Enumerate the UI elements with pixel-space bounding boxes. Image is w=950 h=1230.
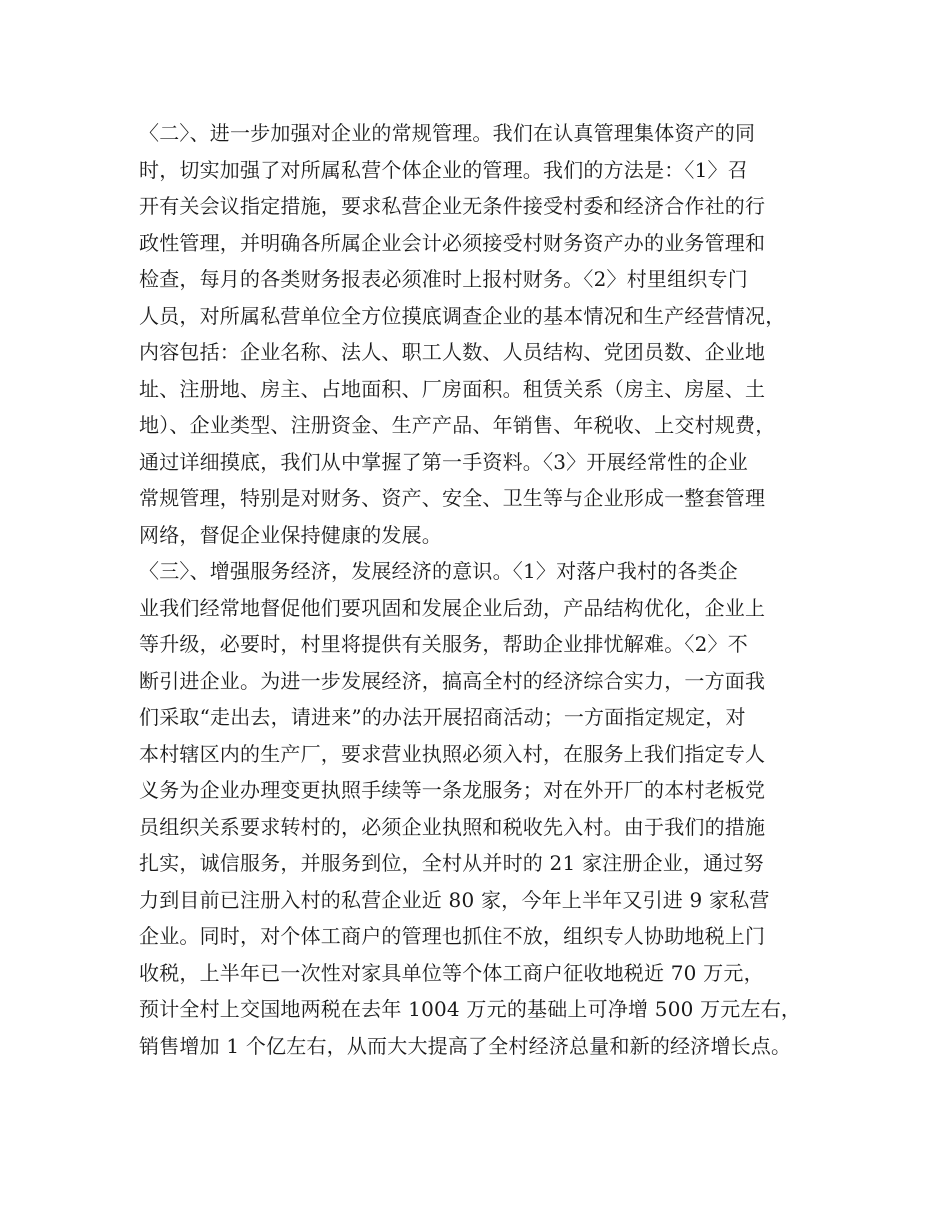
body-text <box>139 115 829 1064</box>
text-line: 等升级，必要时，村里将提供有关服务，帮助企业排忧解难。〈2〉不 <box>139 632 748 656</box>
text-line: 网络，督促企业保持健康的发展。 <box>139 522 442 547</box>
text-line: 〈三〉、增强服务经济，发展经济的意识。〈1〉对落户我村的各类企 <box>139 559 738 583</box>
text-line: 〈二〉、进一步加强对企业的常规管理。我们在认真管理集体资产的同 <box>139 121 756 145</box>
text-line: 预计全村上交国地两税在去年 1004 万元的基础上可净增 500 万元左右， <box>139 997 802 1021</box>
text-line: 义务为企业办理变更执照手续等一条龙服务；对在外开厂的本村老板党 <box>139 778 766 802</box>
text-line: 政性管理，并明确各所属企业会计必须接受村财务资产办的业务管理和 <box>139 230 766 255</box>
text-line: 销售增加 1 个亿左右，从而大大提高了全村经济总量和新的经济增长点。 <box>139 1033 792 1058</box>
text-line: 址、注册地、房主、占地面积、厂房面积。租赁关系（房主、房屋、土 <box>139 376 766 401</box>
text-line: 扎实，诚信服务，并服务到位，全村从并时的 21 家注册企业，通过努 <box>139 851 764 875</box>
text-line: 企业。同时，对个体工商户的管理也抓住不放，组织专人协助地税上门 <box>139 924 766 948</box>
text-line: 断引进企业。为进一步发展经济，搞高全村的经济综合实力，一方面我 <box>139 668 766 693</box>
text-line: 本村辖区内的生产厂，要求营业执照必须入村，在服务上我们指定专人 <box>139 741 766 766</box>
text-line: 检查，每月的各类财务报表必须准时上报村财务。〈2〉村里组织专门 <box>139 267 748 291</box>
text-line: 常规管理，特别是对财务、资产、安全、卫生等与企业形成一整套管理 <box>139 486 766 510</box>
text-line: 们采取“走出去，请进来”的办法开展招商活动；一方面指定规定，对 <box>139 705 746 729</box>
text-line: 地）、企业类型、注册资金、生产产品、年销售、年税收、上交村规费， <box>139 413 776 437</box>
text-line: 内容包括：企业名称、法人、职工人数、人员结构、党团员数、企业地 <box>139 340 766 364</box>
text-line: 开有关会议指定措施，要求私营企业无条件接受村委和经济合作社的行 <box>139 194 766 218</box>
text-line: 通过详细摸底，我们从中掌握了第一手资料。〈3〉开展经常性的企业 <box>139 449 748 474</box>
text-line: 时，切实加强了对所属私营个体企业的管理。我们的方法是：〈1〉召 <box>139 157 748 182</box>
text-line: 业我们经常地督促他们要巩固和发展企业后劲，产品结构优化，企业上 <box>139 595 766 620</box>
text-line: 员组织关系要求转村的，必须企业执照和税收先入村。由于我们的措施 <box>139 814 766 839</box>
text-line: 收税，上半年已一次性对家具单位等个体工商户征收地税近 70 万元， <box>139 960 764 985</box>
text-line: 力到目前已注册入村的私营企业近 80 家，今年上半年又引进 9 家私营 <box>139 887 770 912</box>
text-line: 人员，对所属私营单位全方位摸底调查企业的基本情况和生产经营情况， <box>139 303 786 328</box>
